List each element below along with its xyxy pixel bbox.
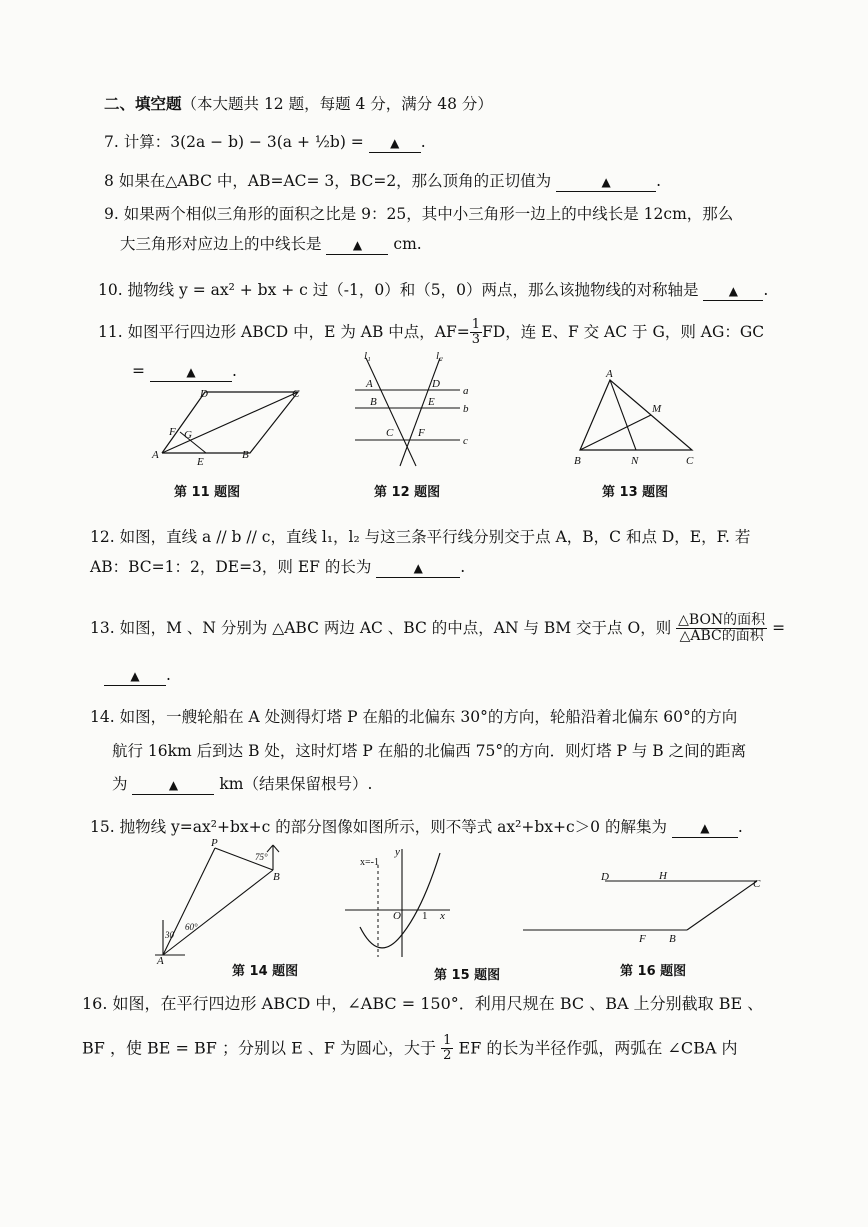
question-12-line1 bbox=[90, 528, 750, 547]
question-9-line2 bbox=[120, 235, 422, 255]
fig14-label-30: 30 bbox=[165, 930, 174, 940]
question-14-line1 bbox=[90, 708, 737, 727]
q14-answer-blank[interactable] bbox=[132, 775, 214, 795]
fig16-label-B: B bbox=[669, 933, 676, 945]
caption-fig16: 第 16 题图 bbox=[620, 964, 687, 979]
question-16-line2 bbox=[82, 1034, 738, 1064]
q10-text: 抛物线 y = ax² + bx + c 过（-1，0）和（5，0）两点，那么该抛物线的对称轴是 bbox=[127, 281, 699, 299]
q16-text-line1: 如图，在平行四边形 ABCD 中，∠ABC = 150°．利用尺规在 BC 、BA 上分别截取 BE 、 bbox=[112, 994, 764, 1013]
q14-text-pre: 为 bbox=[112, 775, 128, 793]
fig14-label-A: A bbox=[157, 955, 164, 967]
answer-marker: ▲ bbox=[168, 778, 179, 792]
q16-fraction-num: 1 bbox=[443, 1033, 452, 1048]
fig11-label-D: D bbox=[200, 388, 208, 400]
answer-marker: ▲ bbox=[390, 136, 400, 150]
fig15-label-xeq: x=-1 bbox=[360, 857, 379, 868]
question-10 bbox=[98, 281, 768, 301]
question-15 bbox=[90, 818, 743, 838]
fig13-label-N: N bbox=[631, 455, 639, 467]
q10-number: 10. bbox=[98, 281, 123, 299]
question-12-line2 bbox=[90, 558, 465, 578]
answer-marker: ▲ bbox=[352, 238, 363, 252]
q16-fraction bbox=[441, 1034, 453, 1064]
answer-marker: ▲ bbox=[186, 365, 196, 379]
fig12-label-F: F bbox=[418, 427, 425, 439]
q11-number: 11. bbox=[98, 322, 123, 341]
answer-marker: ▲ bbox=[601, 175, 611, 189]
fig14-label-P: P bbox=[211, 837, 218, 849]
fig15-label-x: x bbox=[440, 910, 445, 922]
q13-equals: = bbox=[772, 618, 786, 637]
fig12-label-A: A bbox=[366, 378, 373, 390]
figure-12 bbox=[350, 350, 480, 470]
question-11 bbox=[98, 318, 764, 348]
q16-text-pre: BF ，使 BE = BF ；分别以 E 、F 为圆心，大于 bbox=[82, 1038, 437, 1058]
fig14-label-60deg: 60° bbox=[185, 922, 198, 932]
q8-tail: . bbox=[656, 172, 662, 190]
q15-tail: . bbox=[737, 818, 743, 836]
question-7 bbox=[104, 133, 426, 153]
section-info: （本大题共 12 题，每题 4 分，满分 48 分） bbox=[181, 95, 493, 113]
figure-11 bbox=[150, 385, 310, 468]
fig12-label-D: D bbox=[432, 378, 440, 390]
fig16-label-H: H bbox=[659, 870, 667, 882]
question-9-line1 bbox=[104, 205, 733, 224]
answer-marker: ▲ bbox=[413, 561, 423, 575]
fig11-label-C: C bbox=[292, 388, 300, 400]
fig13-label-B: B bbox=[574, 455, 581, 467]
fig12-label-l1: l₁ bbox=[364, 350, 371, 362]
figure-15 bbox=[340, 845, 455, 960]
fig16-label-C: C bbox=[753, 878, 761, 890]
figure-14 bbox=[145, 837, 295, 967]
caption-fig11: 第 11 题图 bbox=[174, 485, 241, 500]
fig13-label-C: C bbox=[686, 455, 694, 467]
caption-fig13: 第 13 题图 bbox=[602, 485, 669, 500]
caption-fig14: 第 14 题图 bbox=[232, 964, 299, 979]
q7-text: 计算：3(2a − b) − 3(a + ½b) = bbox=[123, 133, 364, 151]
q13-number: 13. bbox=[90, 618, 115, 637]
q9-number: 9. bbox=[104, 205, 119, 223]
fig12-label-b: b bbox=[463, 403, 469, 415]
fig11-label-E: E bbox=[197, 456, 204, 468]
fig12-label-a: a bbox=[463, 385, 469, 397]
fig12-label-C: C bbox=[386, 427, 394, 439]
q11-fraction bbox=[470, 318, 482, 348]
fig11-label-F: F bbox=[169, 426, 176, 438]
question-14-line3 bbox=[112, 775, 372, 795]
fig16-label-D: D bbox=[601, 871, 609, 883]
q11-text-post: FD，连 E、F 交 AC 于 G，则 AG：GC bbox=[482, 322, 765, 341]
q11-tail: . bbox=[231, 362, 237, 380]
q14-text-post: km（结果保留根号）. bbox=[219, 775, 373, 793]
q15-answer-blank[interactable] bbox=[672, 818, 738, 838]
q12-text-line1: 如图，直线 a // b // c，直线 l₁，l₂ 与这三条平行线分别交于点 A，B，C 和点 D，E，F. 若 bbox=[119, 528, 751, 546]
q15-number: 15. bbox=[90, 818, 115, 836]
q9-text-line1: 如果两个相似三角形的面积之比是 9：25，其中小三角形一边上的中线长是 12cm，那么 bbox=[123, 205, 734, 223]
q11-fraction-num: 1 bbox=[471, 317, 481, 332]
q14-number: 14. bbox=[90, 708, 115, 726]
fig14-label-B: B bbox=[273, 871, 280, 883]
q15-text: 抛物线 y=ax²+bx+c 的部分图像如图所示，则不等式 ax²+bx+c＞0 的解集为 bbox=[119, 818, 667, 836]
q11-fraction-den: 3 bbox=[471, 332, 481, 348]
section-title: 二、填空题 bbox=[104, 95, 182, 113]
q13-answer-blank[interactable] bbox=[104, 666, 166, 686]
figure-16 bbox=[515, 866, 765, 946]
q12-number: 12. bbox=[90, 528, 115, 546]
figure-13 bbox=[568, 366, 698, 466]
answer-marker: ▲ bbox=[728, 284, 739, 298]
answer-marker: ▲ bbox=[130, 669, 140, 683]
q12-text-line2: AB：BC=1：2，DE=3，则 EF 的长为 bbox=[90, 558, 372, 576]
q12-tail: . bbox=[460, 558, 466, 576]
fig12-label-E: E bbox=[428, 396, 435, 408]
q14-text-line2: 航行 16km 后到达 B 处，这时灯塔 P 在船的北偏西 75°的方向．则灯塔 P 与 B 之间的距离 bbox=[112, 742, 747, 760]
fig11-label-B: B bbox=[242, 449, 249, 461]
q13-fraction-num: △BON的面积 bbox=[678, 612, 766, 628]
q16-text-post: EF 的长为半径作弧，两弧在 ∠CBA 内 bbox=[458, 1038, 738, 1058]
q13-fraction-den: △ABC的面积 bbox=[679, 628, 764, 645]
fig15-label-y: y bbox=[395, 846, 400, 858]
fig12-label-B: B bbox=[370, 396, 377, 408]
fig15-label-O: O bbox=[393, 910, 401, 922]
question-16-line1 bbox=[82, 994, 763, 1013]
q7-tail: . bbox=[420, 133, 426, 151]
caption-fig12: 第 12 题图 bbox=[374, 485, 441, 500]
q11-answer-blank[interactable] bbox=[150, 362, 232, 382]
q13-tail: . bbox=[166, 666, 171, 684]
q10-tail: . bbox=[763, 281, 769, 299]
question-13-line2 bbox=[104, 666, 171, 686]
fig11-label-G: G bbox=[184, 429, 192, 441]
q8-answer-blank[interactable] bbox=[556, 172, 656, 192]
caption-fig15: 第 15 题图 bbox=[434, 968, 501, 983]
fig12-label-l2: l₂ bbox=[436, 350, 443, 362]
q13-fraction bbox=[676, 613, 767, 645]
q14-text-line1: 如图，一艘轮船在 A 处测得灯塔 P 在船的北偏东 30°的方向，轮船沿着北偏东 60°的方向 bbox=[119, 708, 738, 726]
q11-text-pre: 如图平行四边形 ABCD 中，E 为 AB 中点，AF= bbox=[127, 322, 470, 341]
q10-answer-blank[interactable] bbox=[703, 281, 763, 301]
q9-text-line2: 大三角形对应边上的中线长是 bbox=[120, 235, 322, 253]
q8-number: 8 bbox=[104, 172, 114, 190]
q16-number: 16. bbox=[82, 994, 108, 1013]
q7-answer-blank[interactable] bbox=[369, 133, 421, 153]
question-14-line2 bbox=[112, 742, 746, 761]
q12-answer-blank[interactable] bbox=[376, 558, 460, 578]
q16-fraction-den: 2 bbox=[443, 1048, 452, 1064]
q8-text: 如果在△ABC 中，AB=AC= 3，BC=2，那么顶角的正切值为 bbox=[118, 172, 552, 190]
fig11-label-A: A bbox=[152, 449, 159, 461]
question-8 bbox=[104, 172, 661, 192]
fig13-label-M: M bbox=[652, 403, 662, 415]
fig16-label-F: F bbox=[639, 933, 646, 945]
q9-unit: cm. bbox=[393, 235, 422, 253]
answer-marker: ▲ bbox=[700, 821, 710, 835]
fig13-label-A: A bbox=[606, 368, 613, 380]
question-11-line2 bbox=[132, 362, 237, 382]
q11-equals: = bbox=[132, 362, 145, 380]
q7-number: 7. bbox=[104, 133, 119, 151]
question-13 bbox=[90, 613, 785, 645]
fig14-label-75deg: 75° bbox=[255, 852, 268, 862]
q9-answer-blank[interactable] bbox=[326, 235, 388, 255]
fig15-label-1: 1 bbox=[422, 910, 428, 922]
q13-text: 如图，M 、N 分别为 △ABC 两边 AC 、BC 的中点，AN 与 BM 交于点 O，则 bbox=[119, 618, 672, 637]
section-header bbox=[104, 95, 493, 114]
fig12-label-c: c bbox=[463, 435, 468, 447]
